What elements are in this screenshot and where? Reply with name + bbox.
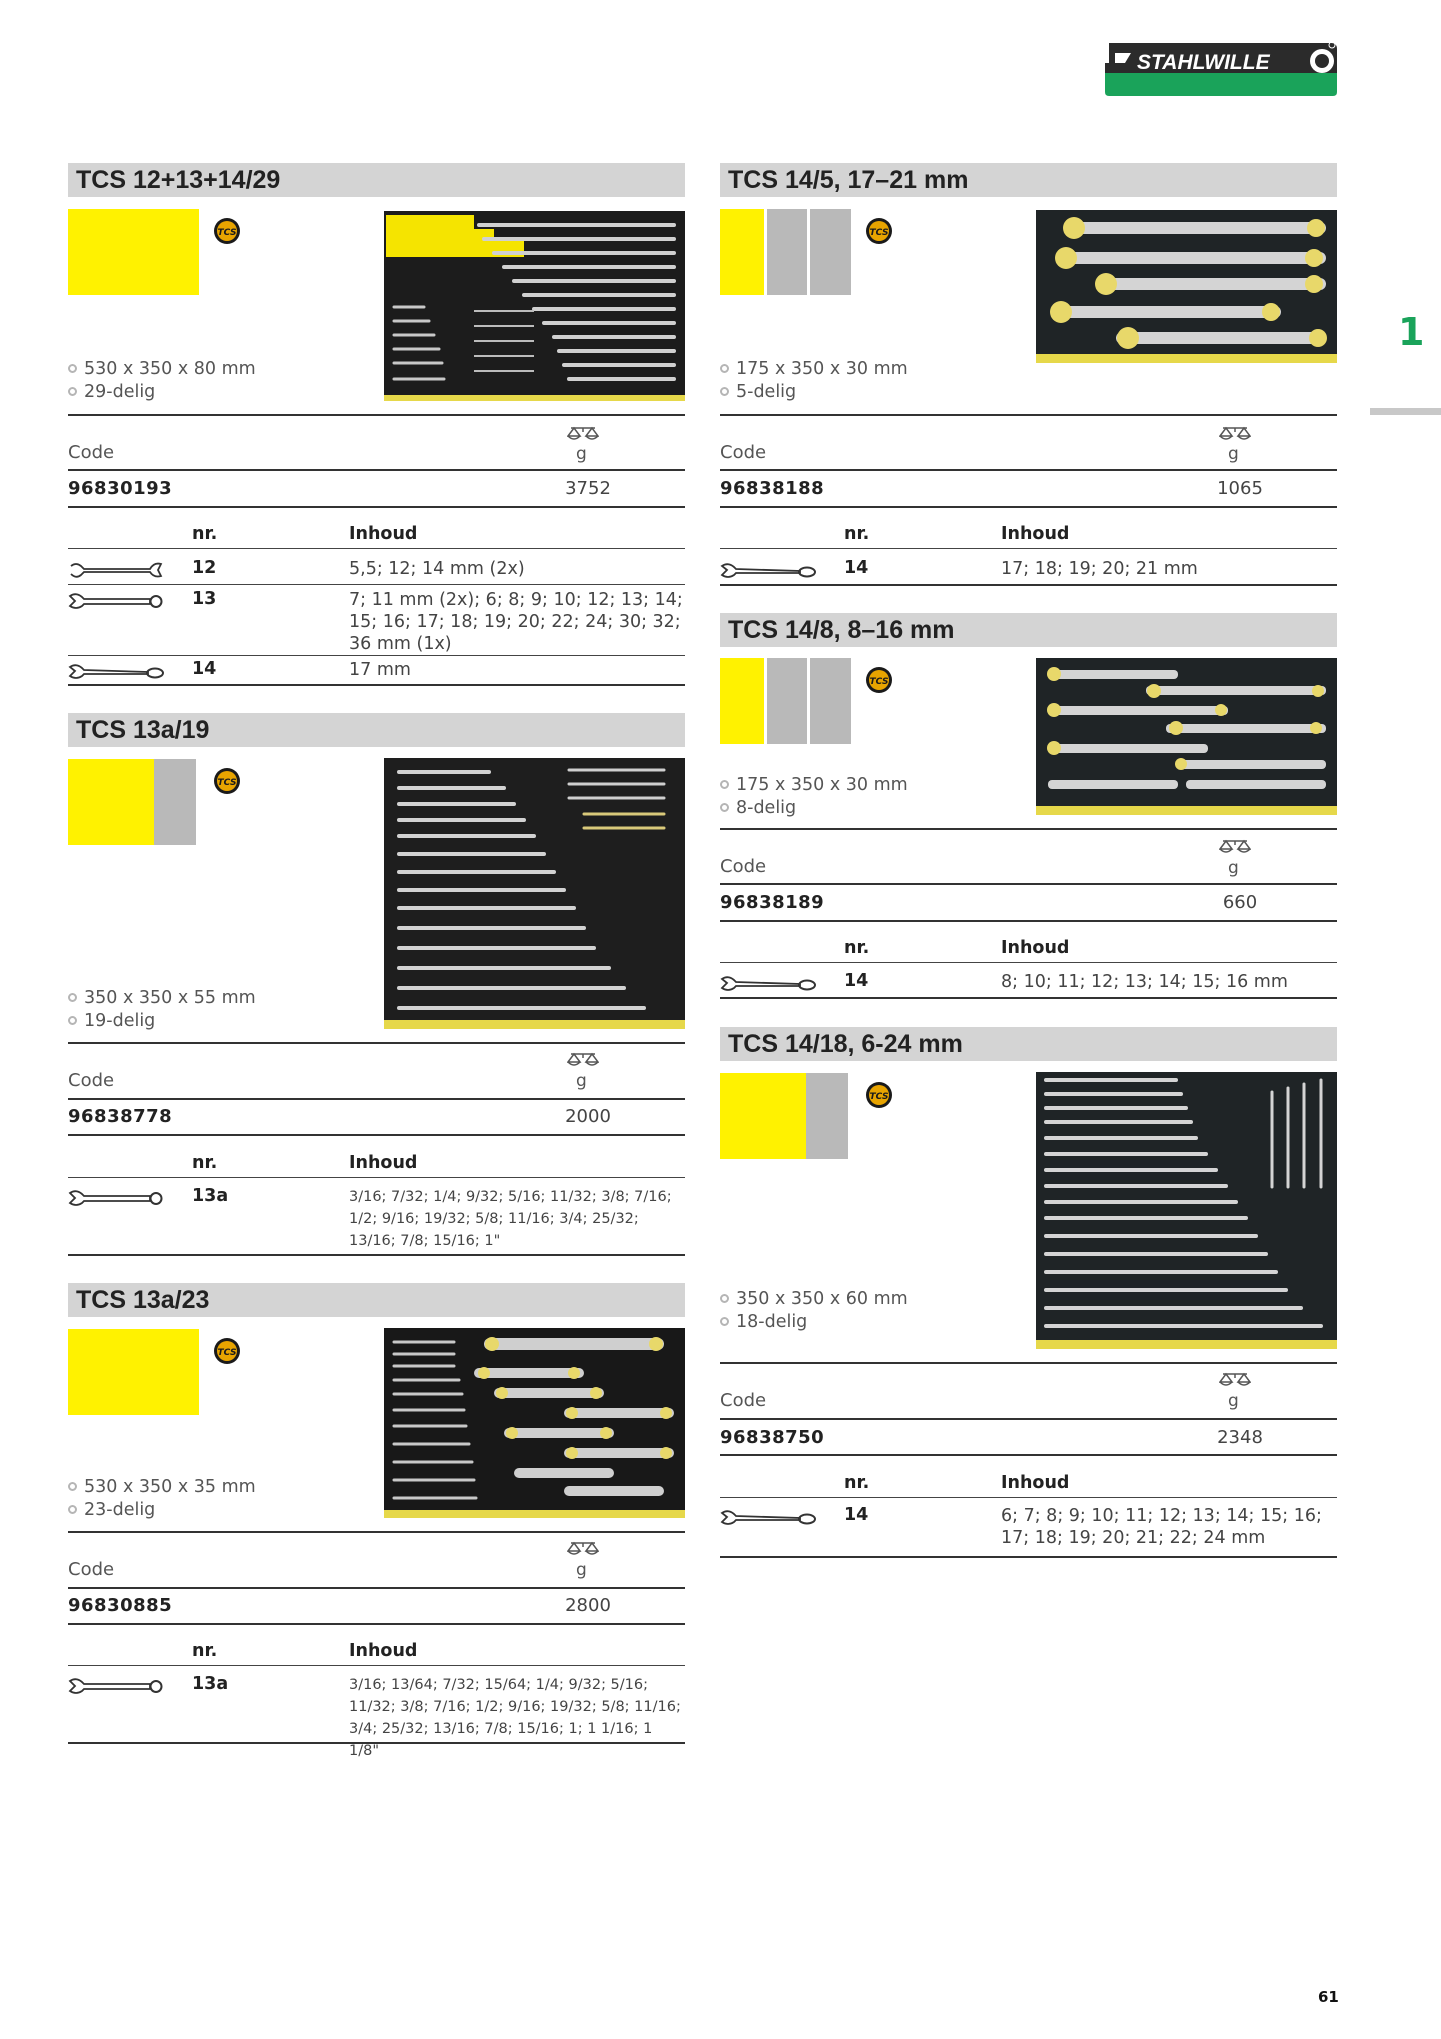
column-header-inhoud: Inhoud	[349, 1641, 418, 1661]
tcs-badge-icon	[865, 666, 893, 694]
piece-count	[720, 381, 908, 404]
weight-value: 660	[1222, 892, 1258, 913]
color-swatches	[720, 209, 851, 295]
article-code: 96830193	[68, 478, 173, 499]
article-code: 96838189	[720, 892, 825, 913]
dimensions	[68, 987, 256, 1010]
piece-count-text: 8-delig	[736, 798, 797, 818]
dimensions	[720, 358, 908, 381]
divider	[68, 1531, 685, 1533]
piece-count-text: 29-delig	[84, 382, 156, 402]
row-inhoud: 3/16; 7/32; 1/4; 9/32; 5/16; 11/32; 3/8; 7/16; 1/2; 9/16; 19/32; 5/8; 11/16; 3/4; 25/32; 13/16; 7/8; 15/16; 1"	[349, 1189, 672, 1249]
weight-value: 1065	[1217, 478, 1263, 499]
divider	[720, 506, 1337, 508]
dimensions	[720, 774, 908, 797]
bullet-icon	[720, 780, 729, 789]
bullet-icon	[68, 364, 77, 373]
code-label: Code	[68, 1559, 115, 1580]
column-header-nr: nr.	[844, 524, 870, 544]
set-title: TCS 14/8, 8–16 mm	[728, 616, 955, 644]
set-specs	[720, 358, 908, 404]
weight-value: 2800	[565, 1595, 611, 1616]
column-header-nr: nr.	[192, 1641, 218, 1661]
chapter-tab-bar	[1370, 408, 1441, 415]
column-header-nr: nr.	[192, 1153, 218, 1173]
bullet-icon	[720, 1317, 729, 1326]
product-set	[68, 713, 685, 1249]
divider	[720, 469, 1337, 471]
divider	[720, 414, 1337, 416]
divider	[68, 548, 685, 549]
code-label: Code	[720, 442, 767, 463]
svg-text:TCS: TCS	[869, 228, 889, 238]
product-photo	[384, 758, 685, 1029]
combination-wrench-icon	[68, 1186, 166, 1210]
bullet-icon	[720, 387, 729, 396]
combination-wrench-icon	[68, 1674, 166, 1698]
row-nr: 13a	[192, 1674, 229, 1694]
swatch-grey	[806, 1073, 848, 1159]
combination-wrench-icon	[68, 589, 166, 613]
color-swatches	[68, 759, 196, 845]
divider	[720, 997, 1337, 999]
row-inhoud: 7; 11 mm (2x); 6; 8; 9; 10; 12; 13; 14; 15; 16; 17; 18; 19; 20; 22; 24; 30; 32; 36 mm (1x)	[349, 590, 683, 654]
divider	[720, 883, 1337, 885]
row-inhoud: 5,5; 12; 14 mm (2x)	[349, 559, 525, 579]
dimensions	[68, 1476, 256, 1499]
swatch-yellow	[68, 759, 154, 845]
piece-count-text: 18-delig	[736, 1312, 808, 1332]
set-specs	[68, 358, 256, 404]
color-swatches	[720, 658, 851, 744]
product-set	[68, 163, 685, 680]
divider	[68, 1623, 685, 1625]
dimensions-text: 350 x 350 x 55 mm	[84, 988, 256, 1008]
row-inhoud: 17 mm	[349, 660, 411, 680]
product-photo	[1036, 1072, 1337, 1349]
weight-scale-icon	[567, 426, 599, 442]
dimensions	[68, 358, 256, 381]
weight-unit-label: g	[1228, 1391, 1239, 1411]
piece-count-text: 19-delig	[84, 1011, 156, 1031]
article-code: 96838778	[68, 1106, 173, 1127]
divider	[68, 1134, 685, 1136]
offset-combination-wrench-icon	[720, 558, 818, 582]
product-set	[68, 1283, 685, 1759]
divider	[68, 584, 685, 585]
divider	[720, 920, 1337, 922]
row-nr: 14	[844, 1505, 869, 1525]
column-header-nr: nr.	[844, 1473, 870, 1493]
weight-scale-icon	[1219, 1372, 1251, 1388]
set-title: TCS 13a/19	[76, 716, 210, 744]
offset-combination-wrench-icon	[68, 659, 166, 683]
weight-scale-icon	[1219, 839, 1251, 855]
svg-text:TCS: TCS	[869, 677, 889, 687]
row-nr: 14	[844, 971, 869, 991]
tcs-badge-icon	[213, 1337, 241, 1365]
bullet-icon	[68, 1505, 77, 1514]
svg-text:TCS: TCS	[217, 1348, 237, 1358]
column-header-inhoud: Inhoud	[1001, 524, 1070, 544]
color-swatches	[68, 1329, 199, 1415]
tcs-badge-icon	[865, 217, 893, 245]
swatch-yellow	[720, 209, 764, 295]
row-nr: 13	[192, 589, 217, 609]
color-swatches	[68, 209, 199, 295]
swatch-grey	[810, 209, 851, 295]
svg-text:STAHLWILLE: STAHLWILLE	[1137, 51, 1270, 74]
tcs-badge-icon	[213, 767, 241, 795]
swatch-yellow	[68, 1329, 199, 1415]
set-specs	[68, 987, 256, 1033]
piece-count-text: 5-delig	[736, 382, 797, 402]
divider	[68, 684, 685, 686]
product-set	[720, 163, 1337, 579]
weight-unit-label: g	[1228, 444, 1239, 464]
divider	[720, 828, 1337, 830]
bullet-icon	[68, 1482, 77, 1491]
product-photo	[384, 211, 685, 401]
column-header-nr: nr.	[192, 524, 218, 544]
row-nr: 14	[192, 659, 217, 679]
divider	[68, 1098, 685, 1100]
row-nr: 13a	[192, 1186, 229, 1206]
column-header-inhoud: Inhoud	[1001, 938, 1070, 958]
set-title: TCS 14/5, 17–21 mm	[728, 166, 969, 194]
weight-unit-label: g	[576, 1560, 587, 1580]
color-swatches	[720, 1073, 848, 1159]
divider	[720, 1418, 1337, 1420]
set-specs	[68, 1476, 256, 1522]
bullet-icon	[720, 803, 729, 812]
divider	[68, 1665, 685, 1666]
column-header-inhoud: Inhoud	[1001, 1473, 1070, 1493]
weight-scale-icon	[1219, 426, 1251, 442]
divider	[720, 1556, 1337, 1558]
divider	[68, 1587, 685, 1589]
bullet-icon	[68, 993, 77, 1002]
set-title-bar	[68, 713, 685, 747]
set-title-bar	[68, 1283, 685, 1317]
product-photo	[384, 1328, 685, 1518]
set-title-bar	[720, 1027, 1337, 1061]
weight-scale-icon	[567, 1541, 599, 1557]
piece-count	[720, 797, 908, 820]
divider	[68, 506, 685, 508]
set-specs	[720, 774, 908, 820]
dimensions-text: 530 x 350 x 35 mm	[84, 1477, 256, 1497]
product-set	[720, 1027, 1337, 1548]
divider	[720, 1362, 1337, 1364]
swatch-grey	[810, 658, 851, 744]
code-label: Code	[720, 1390, 767, 1411]
dimensions-text: 530 x 350 x 80 mm	[84, 359, 256, 379]
bullet-icon	[68, 1016, 77, 1025]
divider	[720, 548, 1337, 549]
set-title-bar	[68, 163, 685, 197]
divider	[720, 1497, 1337, 1498]
stahlwille-logo	[1103, 39, 1339, 98]
column-header-inhoud: Inhoud	[349, 524, 418, 544]
row-inhoud: 6; 7; 8; 9; 10; 11; 12; 13; 14; 15; 16; 17; 18; 19; 20; 21; 22; 24 mm	[1001, 1506, 1322, 1548]
code-label: Code	[68, 1070, 115, 1091]
swatch-yellow	[68, 209, 199, 295]
set-title: TCS 12+13+14/29	[76, 166, 281, 194]
product-photo	[1036, 658, 1337, 815]
svg-text:TCS: TCS	[217, 778, 237, 788]
row-nr: 12	[192, 558, 217, 578]
dimensions-text: 175 x 350 x 30 mm	[736, 775, 908, 795]
bullet-icon	[68, 387, 77, 396]
svg-text:TCS: TCS	[217, 228, 237, 238]
set-title: TCS 13a/23	[76, 1286, 210, 1314]
row-inhoud: 3/16; 13/64; 7/32; 15/64; 1/4; 9/32; 5/16; 11/32; 3/8; 7/16; 1/2; 9/16; 19/32; 5/8; 11/16; 3/4; 25/32; 13/16; 7/8; 15/16; 1; 1 1/16; 1 1/8"	[349, 1677, 681, 1759]
divider	[68, 1742, 685, 1744]
divider	[720, 1454, 1337, 1456]
open-end-ratchet-wrench-icon	[68, 558, 166, 582]
weight-unit-label: g	[1228, 858, 1239, 878]
set-title: TCS 14/18, 6-24 mm	[728, 1030, 963, 1058]
set-title-bar	[720, 163, 1337, 197]
piece-count-text: 23-delig	[84, 1500, 156, 1520]
row-inhoud: 17; 18; 19; 20; 21 mm	[1001, 559, 1198, 579]
weight-value: 2000	[565, 1106, 611, 1127]
offset-combination-wrench-icon	[720, 971, 818, 995]
swatch-yellow	[720, 1073, 806, 1159]
piece-count	[68, 381, 256, 404]
dimensions-text: 350 x 350 x 60 mm	[736, 1289, 908, 1309]
swatch-grey	[767, 209, 807, 295]
set-specs	[720, 1288, 908, 1334]
set-title-bar	[720, 613, 1337, 647]
row-nr: 14	[844, 558, 869, 578]
weight-unit-label: g	[576, 1071, 587, 1091]
divider	[720, 962, 1337, 963]
code-label: Code	[68, 442, 115, 463]
weight-unit-label: g	[576, 444, 587, 464]
product-set	[720, 613, 1337, 992]
row-inhoud: 8; 10; 11; 12; 13; 14; 15; 16 mm	[1001, 972, 1288, 992]
article-code: 96830885	[68, 1595, 173, 1616]
weight-value: 2348	[1217, 1427, 1263, 1448]
column-header-inhoud: Inhoud	[349, 1153, 418, 1173]
product-photo	[1036, 210, 1337, 363]
bullet-icon	[720, 364, 729, 373]
weight-scale-icon	[567, 1052, 599, 1068]
tcs-badge-icon	[865, 1081, 893, 1109]
article-code: 96838188	[720, 478, 825, 499]
divider	[68, 414, 685, 416]
divider	[68, 1177, 685, 1178]
piece-count	[720, 1311, 908, 1334]
svg-text:TCS: TCS	[869, 1092, 889, 1102]
swatch-grey	[767, 658, 807, 744]
weight-value: 3752	[565, 478, 611, 499]
tcs-badge-icon	[213, 217, 241, 245]
dimensions	[720, 1288, 908, 1311]
divider	[68, 469, 685, 471]
piece-count	[68, 1499, 256, 1522]
chapter-number: 1	[1398, 310, 1425, 354]
divider	[68, 1042, 685, 1044]
offset-combination-wrench-icon	[720, 1505, 818, 1529]
swatch-yellow	[720, 658, 764, 744]
piece-count	[68, 1010, 256, 1033]
bullet-icon	[720, 1294, 729, 1303]
divider	[720, 584, 1337, 586]
code-label: Code	[720, 856, 767, 877]
divider	[68, 655, 685, 656]
dimensions-text: 175 x 350 x 30 mm	[736, 359, 908, 379]
divider	[68, 1254, 685, 1256]
article-code: 96838750	[720, 1427, 825, 1448]
column-header-nr: nr.	[844, 938, 870, 958]
swatch-grey	[154, 759, 196, 845]
page-number: 61	[1318, 1988, 1339, 2006]
